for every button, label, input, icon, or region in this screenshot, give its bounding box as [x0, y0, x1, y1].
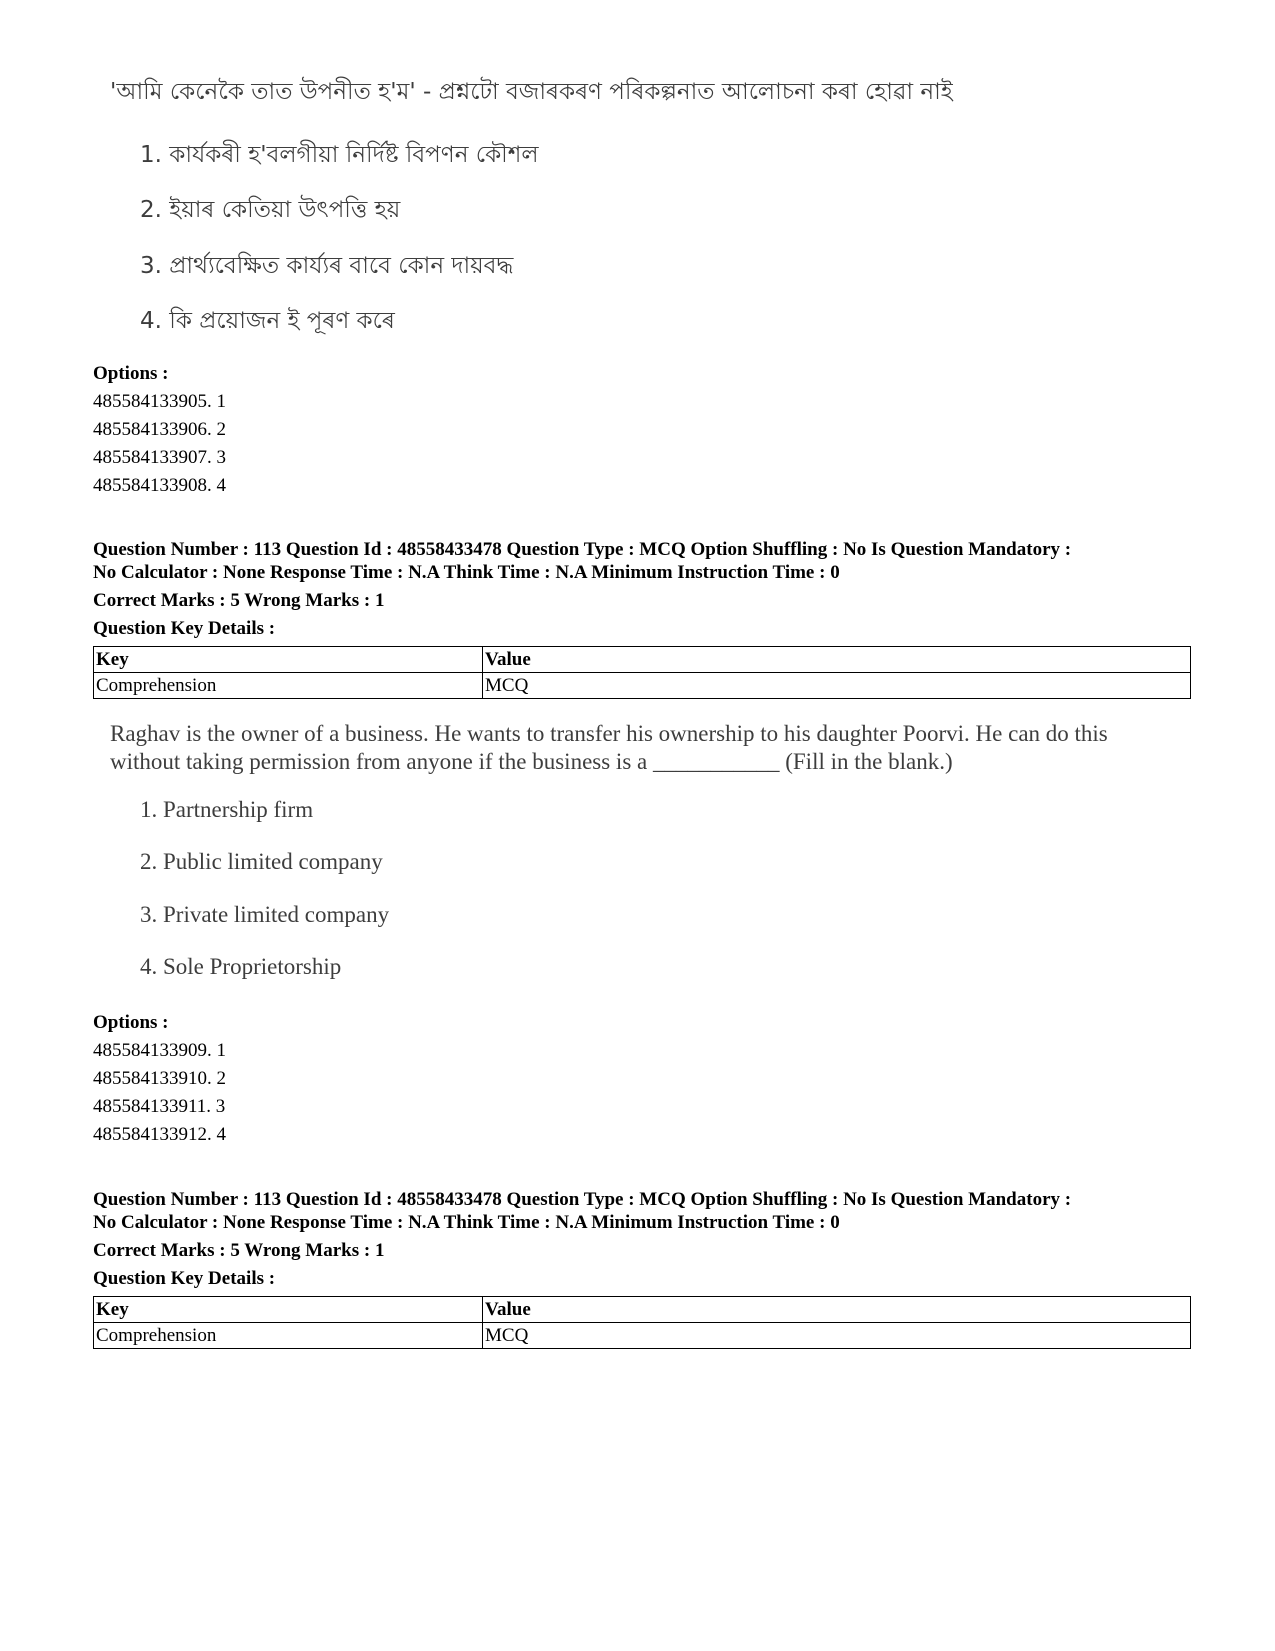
table-header-key: Key	[94, 1297, 483, 1323]
key-details-label: Question Key Details :	[93, 618, 276, 639]
table-header-value: Value	[483, 647, 1191, 673]
question-stem-line-2: without taking permission from anyone if the business is a ___________ (Fill in the blank.)	[110, 749, 953, 774]
key-details-table	[93, 646, 1191, 699]
question-choice-1: 1. কাৰ্যকৰী হ'বলগীয়া নিৰ্দিষ্ট বিপণন কৌশল	[140, 142, 539, 168]
option-id-4: 485584133908. 4	[93, 475, 226, 496]
table-header-value: Value	[483, 1297, 1191, 1323]
table-cell-key: Comprehension	[94, 673, 483, 699]
option-id-1: 485584133905. 1	[93, 391, 226, 412]
option-id-4: 485584133912. 4	[93, 1124, 226, 1145]
table-header-row	[94, 647, 1191, 673]
option-id-2: 485584133906. 2	[93, 419, 226, 440]
key-details-label: Question Key Details :	[93, 1268, 276, 1289]
question-meta	[93, 538, 1203, 584]
question-stem: 'আমি কেনেকৈ তাত উপনীত হ'ম' - প্ৰশ্নটো বজাৰকৰণ পৰিকল্পনাত আলোচনা কৰা হোৱা নাই	[110, 79, 953, 105]
question-meta-line-2: No Calculator : None Response Time : N.A Think Time : N.A Minimum Instruction Time : 0	[93, 1212, 840, 1233]
table-row	[94, 1323, 1191, 1349]
question-meta-line-2: No Calculator : None Response Time : N.A Think Time : N.A Minimum Instruction Time : 0	[93, 562, 840, 583]
marks-line: Correct Marks : 5 Wrong Marks : 1	[93, 590, 385, 611]
question-choice-4: 4. কি প্ৰয়োজন ই পূৰণ কৰে	[140, 308, 395, 334]
question-choice-2: 2. ইয়াৰ কেতিয়া উৎপত্তি হয়	[140, 197, 401, 223]
question-stem-line-1: Raghav is the owner of a business. He wants to transfer his ownership to his daughter Poorvi. He can do this	[110, 721, 1108, 746]
options-label: Options :	[93, 363, 169, 384]
question-image-english	[110, 720, 1108, 776]
question-choice-3: 3. প্ৰাৰ্থ্যবেক্ষিত কাৰ্য্যৰ বাবে কোন দায়বদ্ধ	[140, 253, 514, 279]
options-label: Options :	[93, 1012, 169, 1033]
question-image-assamese	[110, 78, 953, 106]
table-cell-key: Comprehension	[94, 1323, 483, 1349]
option-id-3: 485584133907. 3	[93, 447, 226, 468]
table-header-key: Key	[94, 647, 483, 673]
table-header-row	[94, 1297, 1191, 1323]
question-choice-4: 4. Sole Proprietorship	[140, 954, 342, 979]
question-meta	[93, 1188, 1203, 1234]
question-meta-line-1: Question Number : 113 Question Id : 48558433478 Question Type : MCQ Option Shuffling : No Is Question Mandatory :	[93, 1189, 1072, 1210]
question-choice-2: 2. Public limited company	[140, 849, 383, 874]
table-cell-value: MCQ	[483, 1323, 1191, 1349]
option-id-2: 485584133910. 2	[93, 1068, 226, 1089]
question-meta-line-1: Question Number : 113 Question Id : 48558433478 Question Type : MCQ Option Shuffling : No Is Question Mandatory :	[93, 539, 1072, 560]
question-choice-1: 1. Partnership firm	[140, 797, 314, 822]
key-details-table	[93, 1296, 1191, 1349]
table-cell-value: MCQ	[483, 673, 1191, 699]
option-id-3: 485584133911. 3	[93, 1096, 226, 1117]
table-row	[94, 673, 1191, 699]
option-id-1: 485584133909. 1	[93, 1040, 226, 1061]
question-choice-3: 3. Private limited company	[140, 902, 390, 927]
marks-line: Correct Marks : 5 Wrong Marks : 1	[93, 1240, 385, 1261]
